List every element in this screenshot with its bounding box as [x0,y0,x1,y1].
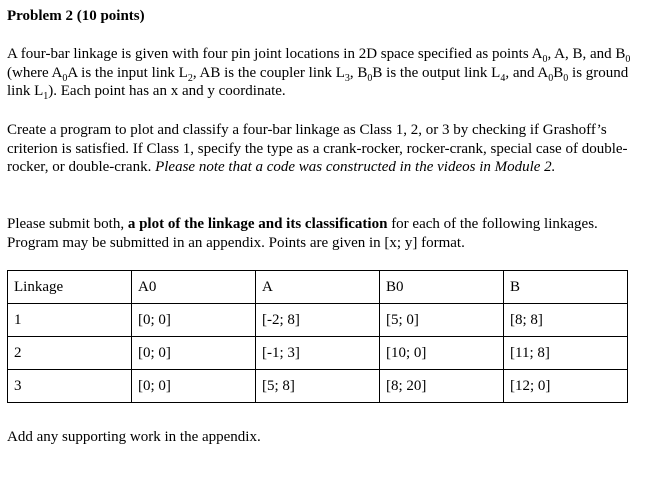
submission-paragraph [7,215,637,252]
cell-linkage: 1 [8,304,132,337]
problem-description-paragraph [7,45,637,101]
text-run: A is the input link L [67,64,188,81]
subscript: 0 [563,72,569,84]
text-run: B is the output link L [372,64,501,81]
text-run: Please submit both, [7,216,128,232]
appendix-note: Add any supporting work in the appendix. [7,429,261,445]
cell-b: [8; 8] [504,304,628,337]
table-row [8,337,628,370]
instructions-paragraph [7,121,637,177]
bold-requirement: a plot of the linkage and its classification [127,216,388,232]
header-b: B [504,271,628,304]
text-run: , A, B, and B [547,46,626,62]
subscript: 0 [625,54,631,65]
header-a0: A0 [132,271,256,304]
problem-title: Problem 2 (10 points) [7,8,145,24]
text-run: is ground link L [7,64,629,99]
text-run: , and A [505,64,549,81]
linkage-table [7,270,628,403]
cell-a: [-2; 8] [256,304,380,337]
text-run: ). Each point has an x and y coordinate. [48,83,286,99]
module-note: Please note that a code was constructed in the videos in Module 2. [155,159,556,175]
cell-a0: [0; 0] [132,370,256,403]
cell-linkage: 3 [8,370,132,403]
text-run: B [553,64,564,81]
subscript: 1 [43,91,49,102]
cell-b0: [8; 20] [380,370,504,403]
text-run: Create a program to plot and classify a four-bar linkage as Class 1, 2, or 3 by checking if Grashoff’s criterion is satisfied. If Class 1, specify the type as a crank-rocker, rocker-crank, special case of double-rocker, or double-crank. [7,122,628,175]
subscript: 2 [187,72,193,84]
text-run: , AB is the coupler link L [192,64,345,81]
text-run: , B [349,64,368,81]
header-a: A [256,271,380,304]
header-linkage: Linkage [8,271,132,304]
table-header-row [8,271,628,304]
subscript: 0 [62,72,68,84]
text-run: (where A [7,64,63,81]
cell-a0: [0; 0] [132,304,256,337]
cell-a: [5; 8] [256,370,380,403]
text-run: A four-bar linkage is given with four pin joint locations in 2D space specified as points A [7,46,543,62]
subscript: 0 [542,54,548,65]
cell-b: [12; 0] [504,370,628,403]
table-row [8,304,628,337]
subscript: 0 [367,72,373,84]
cell-a0: [0; 0] [132,337,256,370]
table-row [8,370,628,403]
cell-linkage: 2 [8,337,132,370]
cell-b0: [5; 0] [380,304,504,337]
subscript: 0 [548,72,554,84]
cell-b0: [10; 0] [380,337,504,370]
header-b0: B0 [380,271,504,304]
cell-b: [11; 8] [504,337,628,370]
subscript: 4 [500,72,506,84]
cell-a: [-1; 3] [256,337,380,370]
text-run: for each of the following linkages. Program may be submitted in an appendix. Points are given in [x; y] format. [7,216,598,251]
subscript: 3 [344,72,350,84]
